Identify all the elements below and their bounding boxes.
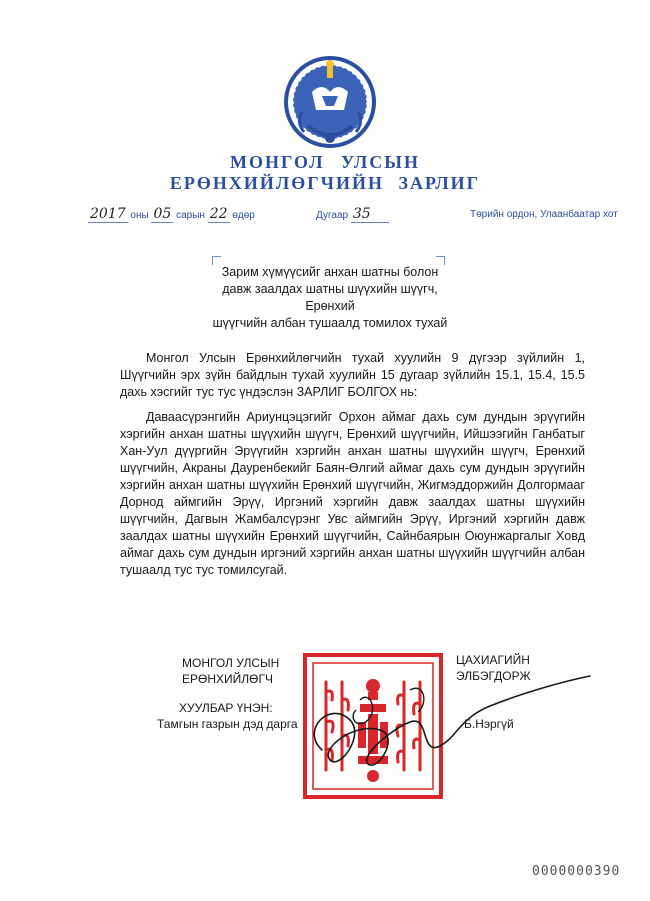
day-label: өдөр <box>232 210 255 221</box>
subject-line: шүүгчийн албан тушаалд томилох тухай <box>212 316 448 330</box>
signatory-title-line: МОНГОЛ УЛСЫН <box>182 656 280 670</box>
subject-line: Зарим хүмүүсийг анхан шатны болон <box>221 265 439 279</box>
decree-number <box>316 206 389 223</box>
signatory-title-line: ЕРӨНХИЙЛӨГЧ <box>182 672 273 686</box>
signatory-name-line: ЭЛБЭГДОРЖ <box>456 669 531 683</box>
year-value: 2017 <box>90 206 126 222</box>
body-paragraph-appointments: Даваасүрэнгийн Ариунцэцэгийг Орхон аймаг дахь сум дундын эрүүгийн хэргийн анхан шатны шүүхийн шүүгч, Ерөнхий шүүгчийн, Ийшээгийн Ганбатыг Хан-Уул дүүргийн Эрүүгийн хэргийн анхан шатны шүүхийн шүүгч, Ерөнхий шүүгчийн, Акраны Дауренбекийг Баян-Өлгий аймаг дахь сум дундын эрүүгийн хэргийн анхан шатны шүүхийн Ерөнхий шүүгчийн, Жигмэддоржийн Долгормааг Дорнод аймгийн Эрүү, Иргэний хэргийн давж заалдах шатны шүүхийн шүүгчийн, Дагвын Жамбалсүрэнг Увс аймгийн Эрүү, Иргэний хэргийн давж заалдах шатны шүүхийн Ерөнхий шүүгчийн, Сайнбаярын Оюунжаргалыг Ховд аймаг дахь сум дундын иргэний хэргийн анхан шатны шүүхийн шүүгчийн албан тушаалд тус тус томилсугай. <box>120 410 585 577</box>
number-label: Дугаар <box>316 210 349 221</box>
decree-date <box>88 206 255 223</box>
decree-subject <box>200 264 460 332</box>
handwritten-signature <box>260 660 600 800</box>
serial-number: 0000000390 <box>532 864 621 879</box>
month-label: сарын <box>176 210 205 221</box>
header-country: МОНГОЛ УЛСЫН <box>230 152 420 172</box>
certifier-name: Б.Нэргүй <box>464 717 514 731</box>
year-label: оны <box>130 210 149 221</box>
body-paragraph-basis: Монгол Улсын Ерөнхийлөгчийн тухай хуулийн 9 дүгээр зүйлийн 1, Шүүгчийн эрх зүйн байдлын тухай хуулийн 15 дугаар зүйлийн 15.1, 15.4, 15.5 дахь хэсгийг тус тус үндэслэн ЗАРЛИГ БОЛГОХ нь: <box>120 351 585 399</box>
certifier-title: Тамгын газрын дэд дарга <box>157 717 298 731</box>
certified-label: ХУУЛБАР ҮНЭН: <box>179 701 273 715</box>
subject-line: давж заалдах шатны шүүхийн шүүгч, Ерөнхий <box>222 282 438 313</box>
day-value: 22 <box>209 206 228 222</box>
header-decree-title: ЕРӨНХИЙЛӨГЧИЙН ЗАРЛИГ <box>169 173 481 193</box>
number-value: 35 <box>351 206 389 223</box>
signatory-name-line: ЦАХИАГИЙН <box>456 653 530 667</box>
month-value: 05 <box>153 206 172 222</box>
decree-place: Төрийн ордон, Улаанбаатар хот <box>470 209 618 220</box>
state-emblem-icon <box>282 52 378 152</box>
